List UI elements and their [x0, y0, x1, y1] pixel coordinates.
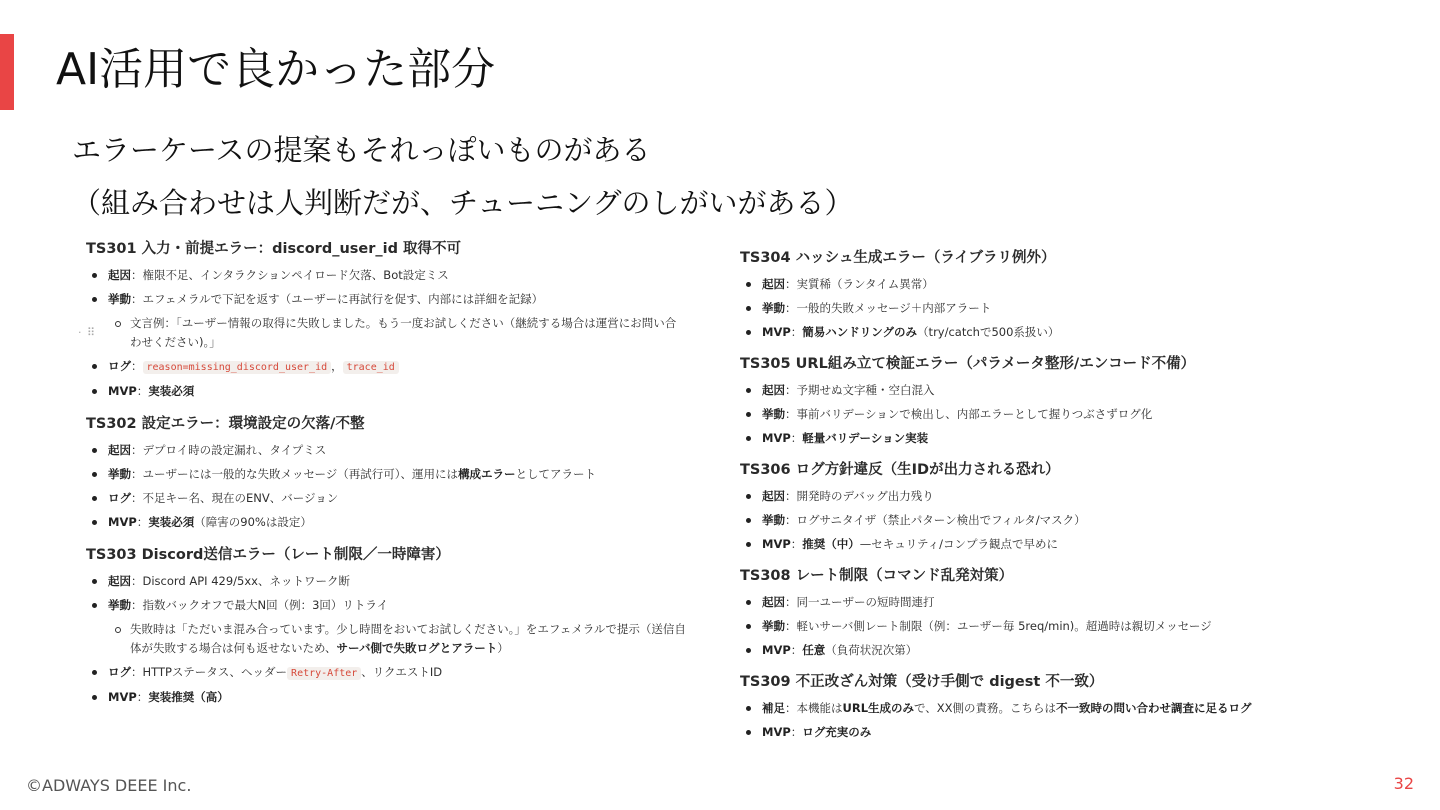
page-number: 32	[1393, 774, 1414, 793]
item-label: ログ	[108, 491, 131, 505]
item-text: ：ログサニタイザ（禁止パターン検出でフィルタ/マスク）	[785, 513, 1086, 527]
list-item	[86, 382, 686, 401]
section-ts304	[740, 247, 1360, 342]
drag-handle-icon[interactable]: · ⠿	[78, 326, 97, 339]
section-title: TS306 ログ方針違反（生IDが出力される恐れ）	[740, 462, 1060, 478]
item-separator: ：	[136, 515, 149, 529]
subtitle-line-2: （組み合わせは人判断だが、チューニングのしがいがある）	[72, 186, 854, 220]
item-separator: ：	[136, 384, 149, 398]
item-list	[740, 275, 1360, 342]
item-label: 挙動	[762, 301, 785, 315]
section-ts303	[86, 544, 686, 707]
item-text: ：Discord API 429/5xx、ネットワーク断	[131, 574, 350, 588]
item-emphasis: 実装推奨（高）	[148, 690, 229, 704]
item-text: ：不足キー名、現在のENV、バージョン	[131, 491, 339, 505]
list-item	[86, 441, 686, 460]
list-item	[86, 513, 686, 532]
section-title: TS305 URL組み立て検証エラー（パラメータ整形/エンコード不備）	[740, 356, 1196, 372]
item-list	[740, 699, 1360, 742]
section-ts302	[86, 413, 686, 532]
right-column	[740, 247, 1360, 753]
item-separator: ：	[131, 359, 143, 373]
section-ts308	[740, 565, 1360, 660]
list-item	[740, 641, 1360, 660]
item-label: 起因	[108, 443, 131, 457]
list-item	[86, 465, 686, 484]
item-list	[86, 266, 686, 401]
list-item	[740, 429, 1360, 448]
item-list	[740, 487, 1360, 554]
item-text: ：事前バリデーションで検出し、内部エラーとして握りつぶさずログ化	[785, 407, 1153, 421]
list-item	[740, 593, 1360, 612]
item-text: （負荷状況次第）	[825, 643, 918, 657]
item-separator: ：	[790, 431, 803, 445]
item-label: MVP	[762, 537, 791, 551]
list-item	[86, 663, 686, 683]
item-emphasis: ログ充実のみ	[802, 725, 872, 739]
list-item	[86, 290, 686, 309]
item-text: ：HTTPステータス、ヘッダー	[131, 665, 288, 679]
item-label: 起因	[762, 383, 785, 397]
list-item	[740, 323, 1360, 342]
item-text: ：ユーザーには一般的な失敗メッセージ（再試行可）、運用には	[131, 467, 459, 481]
list-item	[740, 511, 1360, 530]
section-title: TS308 レート制限（コマンド乱発対策）	[740, 568, 1014, 584]
item-separator: ，	[331, 359, 343, 373]
item-label: 挙動	[108, 467, 131, 481]
item-text: ：エフェメラルで下記を返す（ユーザーに再試行を促す、内部には詳細を記録）	[131, 292, 544, 306]
item-separator: ：	[136, 690, 149, 704]
item-label: MVP	[108, 384, 137, 398]
item-label: MVP	[762, 431, 791, 445]
list-item	[740, 405, 1360, 424]
item-text: （try/catchで500系扱い）	[917, 325, 1060, 339]
section-title: TS304 ハッシュ生成エラー（ライブラリ例外）	[740, 250, 1056, 266]
sub-list-item	[86, 620, 686, 658]
inline-code: Retry-After	[287, 667, 361, 680]
item-text: ：軽いサーバ側レート制限（例：ユーザー毎 5req/min)。超過時は親切メッセージ	[785, 619, 1212, 633]
list-item	[86, 489, 686, 508]
item-label: ログ	[108, 359, 131, 373]
item-separator: ：	[790, 643, 803, 657]
item-separator: ：	[790, 325, 803, 339]
item-emphasis: 不一致時の問い合わせ調査に足るログ	[1056, 701, 1252, 715]
item-text: （障害の90%は設定）	[194, 515, 312, 529]
item-emphasis: URL生成のみ	[842, 701, 915, 715]
list-item	[740, 723, 1360, 742]
item-label: 挙動	[762, 513, 785, 527]
list-item	[86, 572, 686, 591]
section-title: TS303 Discord送信エラー（レート制限／一時障害）	[86, 547, 450, 563]
item-label: 挙動	[108, 598, 131, 612]
item-label: ログ	[108, 665, 131, 679]
inline-code: trace_id	[343, 361, 399, 374]
item-text: ：同一ユーザーの短時間連打	[785, 595, 935, 609]
item-emphasis: 構成エラー	[458, 467, 516, 481]
section-ts306	[740, 459, 1360, 554]
list-item	[740, 617, 1360, 636]
item-emphasis: 軽量バリデーション実装	[802, 431, 929, 445]
item-text: ：予期せぬ文字種・空白混入	[785, 383, 935, 397]
list-item	[740, 487, 1360, 506]
list-item	[740, 275, 1360, 294]
item-emphasis: サーバ側で失敗ログとアラート	[336, 641, 498, 655]
item-separator: ：	[790, 537, 803, 551]
footer-copyright: ©ADWAYS DEEE Inc.	[26, 776, 192, 795]
item-separator: ：	[790, 725, 803, 739]
item-label: 起因	[108, 574, 131, 588]
item-label: 起因	[108, 268, 131, 282]
item-label: 補足	[762, 701, 785, 715]
list-item	[740, 381, 1360, 400]
list-item	[86, 357, 686, 377]
list-item	[86, 266, 686, 285]
item-label: MVP	[762, 325, 791, 339]
item-label: 起因	[762, 489, 785, 503]
item-text: ）	[497, 641, 509, 655]
section-ts305	[740, 353, 1360, 448]
slide-title: AI活用で良かった部分	[56, 44, 496, 95]
item-emphasis: 任意	[802, 643, 826, 657]
item-label: 起因	[762, 277, 785, 291]
item-text: 、リクエストID	[361, 665, 443, 679]
item-label: MVP	[108, 515, 137, 529]
list-item	[86, 596, 686, 615]
item-text: で、XX側の責務。こちらは	[914, 701, 1057, 715]
item-text: としてアラート	[515, 467, 597, 481]
item-label: 起因	[762, 595, 785, 609]
item-emphasis: 推奨（中）	[802, 537, 860, 551]
item-emphasis: 実装必須	[148, 515, 195, 529]
list-item	[740, 699, 1360, 718]
left-column	[86, 238, 686, 719]
accent-bar	[0, 34, 14, 110]
subtitle-line-1: エラーケースの提案もそれっぽいものがある	[72, 133, 651, 167]
item-list	[740, 381, 1360, 448]
section-title: TS309 不正改ざん対策（受け手側で digest 不一致）	[740, 674, 1104, 690]
item-text: ：指数バックオフで最大N回（例：3回）リトライ	[131, 598, 389, 612]
section-title: TS302 設定エラー：環境設定の欠落/不整	[86, 416, 365, 432]
section-title: TS301 入力・前提エラー：discord_user_id 取得不可	[86, 241, 462, 257]
item-label: MVP	[108, 690, 137, 704]
item-list	[86, 441, 686, 532]
item-label: 挙動	[108, 292, 131, 306]
item-text: ：本機能は	[785, 701, 843, 715]
item-text: 失敗時は「ただいま混み合っています。少し時間をおいてお試しください。」をエフェメラルで提示（送信自体が失敗する場合は何も返せないため、	[130, 622, 686, 655]
section-ts309	[740, 671, 1360, 742]
list-item	[86, 688, 686, 707]
item-text: ：一般的失敗メッセージ＋内部アラート	[785, 301, 992, 315]
list-item	[740, 299, 1360, 318]
item-emphasis: 実装必須	[148, 384, 195, 398]
item-text: ：実質稀（ランタイム異常）	[785, 277, 934, 291]
item-text: 文言例：「ユーザー情報の取得に失敗しました。もう一度お試しください（継続する場合は運営にお問い合わせください)。」	[130, 316, 677, 349]
item-label: 挙動	[762, 407, 785, 421]
item-list	[86, 572, 686, 707]
list-item	[740, 535, 1360, 554]
item-label: MVP	[762, 643, 791, 657]
item-emphasis: 簡易ハンドリングのみ	[802, 325, 918, 339]
item-label: 挙動	[762, 619, 785, 633]
sub-list-item	[86, 314, 686, 352]
item-text: —セキュリティ/コンプラ観点で早めに	[859, 537, 1059, 551]
item-label: MVP	[762, 725, 791, 739]
item-text: ：開発時のデバッグ出力残り	[785, 489, 934, 503]
section-ts301	[86, 238, 686, 401]
item-text: ：デプロイ時の設定漏れ、タイプミス	[131, 443, 327, 457]
inline-code: reason=missing_discord_user_id	[143, 361, 332, 374]
item-text: ：権限不足、インタラクションペイロード欠落、Bot設定ミス	[131, 268, 449, 282]
item-list	[740, 593, 1360, 660]
